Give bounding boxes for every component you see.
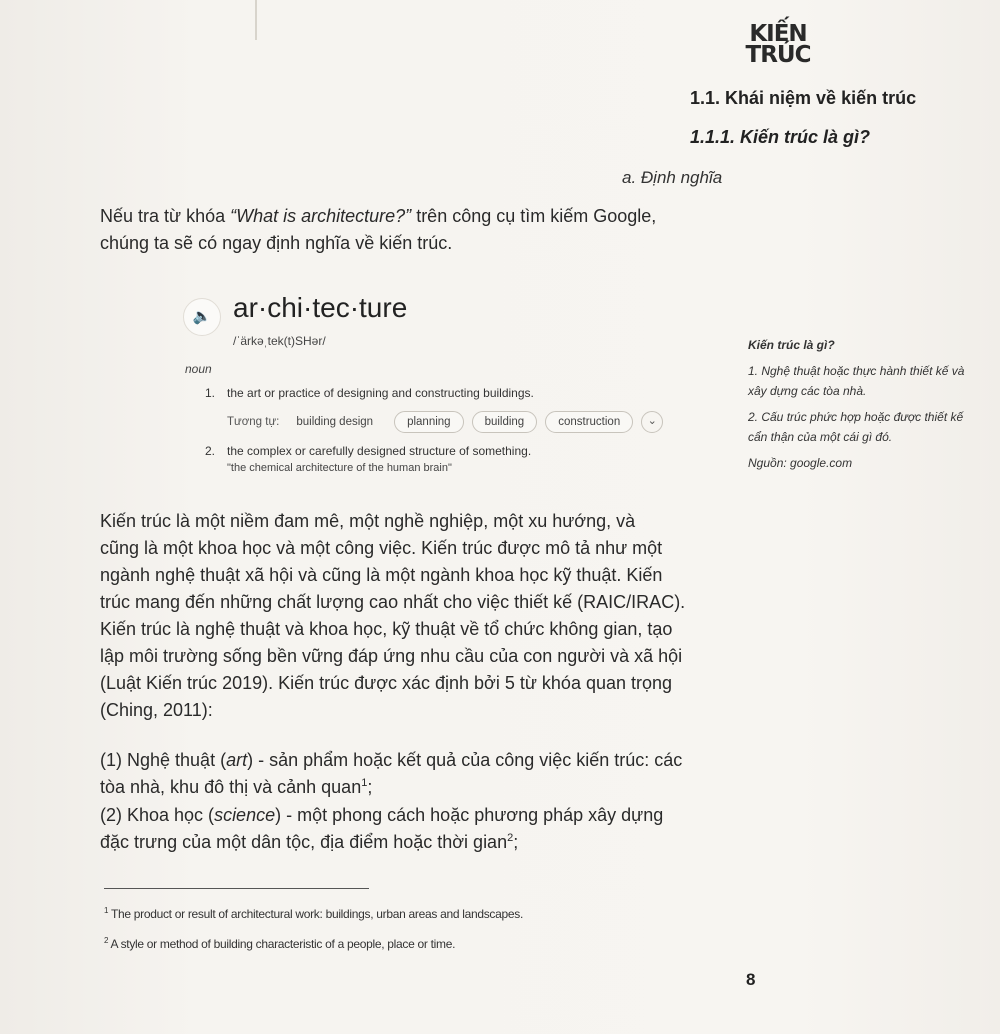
sense-example: "the chemical architecture of the human brain" xyxy=(227,462,452,474)
sidebar-item-2-line-2: cẩn thận của một cái gì đó. xyxy=(748,430,893,444)
footnote-text: The product or result of architectural work: buildings, urban areas and landscapes. xyxy=(108,907,523,921)
text: ; xyxy=(367,777,373,797)
sense-2 xyxy=(205,444,531,458)
similar-chip[interactable]: building xyxy=(472,411,538,433)
paragraph-line xyxy=(100,774,780,801)
footnote-2 xyxy=(104,937,455,951)
logo-line-2: TRÚC xyxy=(745,42,811,68)
sense-number: 1. xyxy=(205,386,216,400)
sidebar-item-2-line-1: 2. Cấu trúc phức hợp hoặc được thiết kế xyxy=(748,410,964,424)
footnote-divider xyxy=(104,888,369,889)
chevron-down-icon[interactable]: ⌄ xyxy=(641,411,663,433)
paragraph-line xyxy=(100,747,780,774)
text: đặc trưng của một dân tộc, địa điểm hoặc thời gian xyxy=(100,832,508,852)
footnote-text: A style or method of building characteristic of a people, place or time. xyxy=(108,937,456,951)
paragraph-line: (Luật Kiến trúc 2019). Kiến trúc được xác định bởi 5 từ khóa quan trọng xyxy=(100,673,673,693)
footnote-mark: 1 xyxy=(104,906,109,915)
similar-chip[interactable]: planning xyxy=(394,411,463,433)
paragraph-3 xyxy=(100,616,780,724)
search-query: “What is architecture?” xyxy=(230,206,412,226)
sidebar-source: Nguồn: google.com xyxy=(748,456,853,470)
paragraph-line: trúc mang đến những chất lượng cao nhất cho việc thiết kế (RAIC/IRAC). xyxy=(100,592,686,612)
paragraph-5 xyxy=(100,802,780,856)
sense-number: 2. xyxy=(205,444,216,458)
pronunciation: /ˈärkəˌtek(t)SHər/ xyxy=(233,334,326,348)
paragraph-line: lập môi trường sống bền vững đáp ứng nhu cầu của con người và xã hội xyxy=(100,646,683,666)
intro-paragraph xyxy=(100,203,780,257)
bleed-through-mark xyxy=(255,0,257,40)
paragraph-line xyxy=(100,802,780,829)
sense-text: the art or practice of designing and constructing buildings. xyxy=(227,386,534,400)
sidebar-item-1-line-1: 1. Nghệ thuật hoặc thực hành thiết kế và xyxy=(748,364,965,378)
similar-label: Tương tự: xyxy=(227,416,280,428)
footnote-ref[interactable]: 2 xyxy=(507,832,514,844)
paragraph-line: (Ching, 2011): xyxy=(100,700,213,720)
text: ) - một phong cách hoặc phương pháp xây dựng xyxy=(275,805,664,825)
footnote-mark: 2 xyxy=(104,936,109,945)
text: (2) Khoa học ( xyxy=(100,805,215,825)
similar-chip[interactable]: building design xyxy=(296,416,374,428)
similar-terms xyxy=(227,408,663,436)
dictionary-card xyxy=(183,290,743,490)
book-logo xyxy=(736,21,820,68)
paragraph-line: Kiến trúc là một niềm đam mê, một nghề nghiệp, một xu hướng, và xyxy=(100,511,636,531)
text: (1) Nghệ thuật ( xyxy=(100,750,227,770)
intro-line-2: chúng ta sẽ có ngay định nghĩa về kiến trúc. xyxy=(100,233,453,253)
paragraph-line: ngành nghệ thuật xã hội và cũng là một ngành khoa học kỹ thuật. Kiến xyxy=(100,565,663,585)
paragraph-4 xyxy=(100,747,780,801)
footnote-1 xyxy=(104,907,523,921)
footnote-ref[interactable]: 1 xyxy=(361,777,368,789)
paragraph-line xyxy=(100,829,780,856)
paragraph-line: Kiến trúc là nghệ thuật và khoa học, kỹ thuật về tổ chức không gian, tạo xyxy=(100,619,673,639)
logo-line-1: KIẾN xyxy=(749,21,807,47)
italic-term: science xyxy=(214,805,276,825)
similar-chip[interactable]: construction xyxy=(545,411,633,433)
sense-text: the complex or carefully designed structure of something. xyxy=(227,444,532,458)
page-number: 8 xyxy=(746,970,756,989)
speaker-icon[interactable]: 🔈 xyxy=(183,298,221,336)
sidebar-title: Kiến trúc là gì? xyxy=(748,338,835,352)
intro-text: trên công cụ tìm kiếm Google, xyxy=(411,206,657,226)
dictionary-word: ar·chi·tec·ture xyxy=(233,292,408,323)
text: tòa nhà, khu đô thị và cảnh quan xyxy=(100,777,362,797)
section-title: 1.1. Khái niệm về kiến trúc xyxy=(690,88,917,108)
subheading: a. Định nghĩa xyxy=(622,168,723,187)
sidebar-note xyxy=(748,335,983,473)
sidebar-item-1-line-2: xây dựng các tòa nhà. xyxy=(748,384,867,398)
text: ) - sản phẩm hoặc kết quả của công việc kiến trúc: các xyxy=(247,750,683,770)
intro-line-1 xyxy=(100,203,780,230)
intro-text: Nếu tra từ khóa xyxy=(100,206,231,226)
subsection-title: 1.1.1. Kiến trúc là gì? xyxy=(690,127,871,147)
paragraph-line: cũng là một khoa học và một công việc. Kiến trúc được mô tả như một xyxy=(100,538,663,558)
text: ; xyxy=(513,832,519,852)
sense-1 xyxy=(205,386,534,400)
italic-term: art xyxy=(226,750,248,770)
part-of-speech: noun xyxy=(185,362,212,376)
paragraph-2 xyxy=(100,508,780,616)
